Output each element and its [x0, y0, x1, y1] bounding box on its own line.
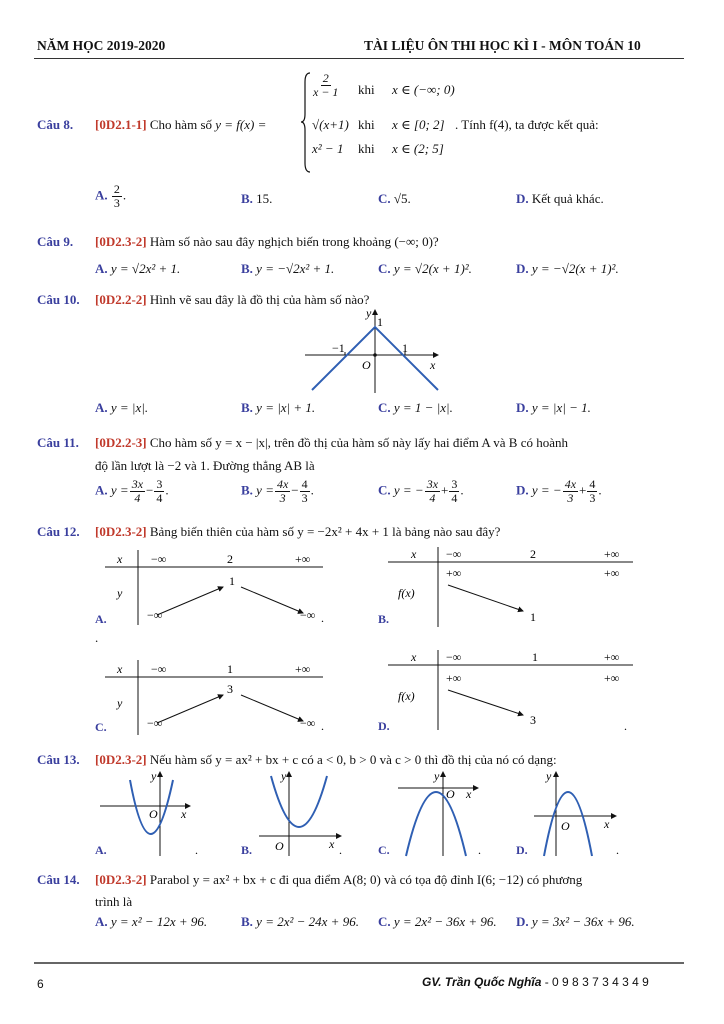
svg-text:−∞: −∞	[300, 716, 316, 730]
svg-text:f(x): f(x)	[398, 689, 415, 703]
svg-text:x: x	[430, 358, 436, 372]
svg-text:B.: B.	[378, 612, 390, 626]
svg-text:y: y	[117, 696, 123, 710]
q8-option-a[interactable]: A. $\frac{2}{3}$ .	[95, 182, 127, 210]
svg-text:−∞: −∞	[446, 650, 462, 664]
svg-text:2: 2	[530, 547, 536, 561]
svg-text:+∞: +∞	[604, 671, 620, 685]
q10-stem: [0D2.2-2] Hình vẽ sau đây là đồ thị của hàm số nào?	[95, 292, 370, 307]
q9-option-a[interactable]: A. y = √2x² + 1.	[95, 261, 181, 276]
q11-option-b[interactable]: B. y = $\frac{4x}{3}$ − $\frac{4}{3}$ .	[241, 477, 314, 505]
svg-text:.: .	[339, 843, 342, 857]
q9-stem: [0D2.3-2] Hàm số nào sau đây nghịch biến trong khoảng (−∞; 0)?	[95, 234, 439, 249]
svg-text:y: y	[546, 769, 552, 783]
q12-stem: [0D2.3-2] Bảng biến thiên của hàm số y = −2x² + 4x + 1 là bảng nào sau đây?	[95, 524, 501, 539]
q8-case2-expr: √(x+1)	[312, 117, 349, 132]
q9-option-b[interactable]: B. y = −√2x² + 1.	[241, 261, 335, 276]
q8-case3-expr: x² − 1	[312, 141, 344, 156]
svg-text:O: O	[149, 807, 158, 821]
svg-text:.: .	[195, 843, 198, 857]
q10-option-c[interactable]: C. y = 1 − |x|.	[378, 400, 453, 415]
svg-text:1: 1	[227, 662, 233, 676]
q11-stem-2: độ lần lượt là −2 và 1. Đường thẳng AB là	[95, 458, 315, 473]
q8-option-b[interactable]: B. 15.	[241, 191, 273, 206]
svg-text:.: .	[321, 719, 324, 733]
svg-text:3: 3	[227, 682, 233, 696]
svg-text:y: y	[434, 769, 440, 783]
q11-option-a[interactable]: A. y = $\frac{3x}{4}$ − $\frac{3}{4}$ .	[95, 477, 169, 505]
q8-text: Cho hàm số	[149, 117, 213, 132]
svg-text:y: y	[366, 306, 372, 320]
header-right: TÀI LIỆU ÔN THI HỌC KÌ I - MÔN TOÁN 10	[364, 38, 641, 53]
page-number: 6	[37, 977, 44, 991]
q8-brace	[300, 70, 312, 175]
q11-stem: [0D2.2-3] Cho hàm số y = x − |x|, trên đồ thị của hàm số này lấy hai điểm A và B có hoành	[95, 435, 568, 450]
q13-stem: [0D2.3-2] Nếu hàm số y = ax² + bx + c có a < 0, b > 0 và c > 0 thì đồ thị của nó có dạng:	[95, 752, 557, 767]
svg-text:1: 1	[377, 315, 383, 329]
header-left: NĂM HỌC 2019-2020	[37, 38, 166, 53]
svg-text:.: .	[478, 843, 481, 857]
q10-graph	[300, 305, 450, 395]
svg-text:x: x	[411, 547, 417, 561]
svg-text:O: O	[561, 819, 570, 833]
svg-text:x: x	[117, 662, 123, 676]
svg-text:A.: A.	[95, 612, 107, 626]
svg-text:−∞: −∞	[300, 608, 316, 622]
svg-text:−∞: −∞	[147, 608, 163, 622]
svg-text:1: 1	[532, 650, 538, 664]
svg-text:O: O	[275, 839, 284, 853]
svg-text:2: 2	[227, 552, 233, 566]
svg-text:D.: D.	[378, 719, 390, 733]
svg-text:+∞: +∞	[604, 547, 620, 561]
q13-graph-b[interactable]	[241, 768, 356, 858]
svg-text:+∞: +∞	[295, 552, 311, 566]
svg-text:y: y	[117, 586, 123, 600]
svg-text:1: 1	[402, 341, 408, 355]
svg-text:1: 1	[530, 610, 536, 624]
q11-option-d[interactable]: D. y = − $\frac{4x}{3}$ + $\frac{4}{3}$ .	[516, 477, 602, 505]
q8-number: Câu 8.	[37, 117, 74, 132]
footer-author: GV. Trần Quốc Nghĩa - 0 9 8 3 7 3 4 3 4 9	[422, 975, 649, 989]
svg-text:x: x	[117, 552, 123, 566]
svg-text:+∞: +∞	[604, 650, 620, 664]
q13-graph-a[interactable]	[95, 768, 205, 858]
q11-option-c[interactable]: C. y = − $\frac{3x}{4}$ + $\frac{3}{4}$ .	[378, 477, 464, 505]
q8-case3-cond: khi	[358, 141, 375, 156]
svg-text:−∞: −∞	[151, 552, 167, 566]
svg-text:f(x): f(x)	[398, 586, 415, 600]
q8-stem	[95, 117, 266, 133]
svg-text:.: .	[321, 611, 324, 625]
svg-text:O: O	[446, 787, 455, 801]
svg-text:+∞: +∞	[295, 662, 311, 676]
q10-option-d[interactable]: D. y = |x| − 1.	[516, 400, 591, 415]
q8-tail: . Tính f(4), ta được kết quả:	[455, 117, 599, 132]
svg-text:x: x	[411, 650, 417, 664]
svg-text:1: 1	[229, 574, 235, 588]
svg-text:B.: B.	[241, 843, 253, 857]
q12-table-b[interactable]	[378, 545, 633, 630]
q9-option-c[interactable]: C. y = √2(x + 1)².	[378, 261, 472, 276]
svg-text:−∞: −∞	[151, 662, 167, 676]
q12-table-a[interactable]	[95, 545, 330, 630]
svg-text:x: x	[329, 837, 335, 851]
q13-number: Câu 13.	[37, 752, 80, 767]
q13-graph-c[interactable]	[378, 768, 493, 858]
svg-text:.: .	[624, 719, 627, 733]
q8-fx: y = f(x) =	[215, 117, 267, 132]
svg-text:+∞: +∞	[446, 566, 462, 580]
svg-text:x: x	[466, 787, 472, 801]
svg-text:C.: C.	[378, 843, 390, 857]
q14-number: Câu 14.	[37, 872, 80, 887]
q8-case2-dom: x ∈ [0; 2]	[392, 117, 445, 132]
q8-option-d[interactable]: D. Kết quả khác.	[516, 191, 604, 206]
q8-case1-dom: x ∈ (−∞; 0)	[392, 82, 455, 97]
q14-option-c[interactable]: C. y = 2x² − 36x + 96.	[378, 914, 497, 929]
q10-option-a[interactable]: A. y = |x|.	[95, 400, 149, 415]
q8-code: [0D2.1-1]	[95, 117, 147, 132]
svg-text:C.: C.	[95, 720, 107, 734]
svg-text:D.: D.	[516, 843, 528, 857]
svg-text:+∞: +∞	[446, 671, 462, 685]
svg-text:−∞: −∞	[446, 547, 462, 561]
svg-text:3: 3	[530, 713, 536, 727]
q14-option-b[interactable]: B. y = 2x² − 24x + 96.	[241, 914, 359, 929]
q14-stem-2: trình là	[95, 894, 133, 909]
q13-graph-d[interactable]	[516, 768, 631, 858]
header-rule	[34, 58, 684, 59]
q8-case1: $\frac{2}{x - 1}$	[313, 71, 339, 99]
q8-option-c[interactable]: C. √5.	[378, 191, 411, 206]
q12-table-d[interactable]	[378, 648, 633, 733]
q10-option-b[interactable]: B. y = |x| + 1.	[241, 400, 316, 415]
q10-number: Câu 10.	[37, 292, 80, 307]
svg-text:y: y	[151, 769, 157, 783]
svg-text:x: x	[604, 817, 610, 831]
svg-text:A.: A.	[95, 843, 107, 857]
svg-text:+∞: +∞	[604, 566, 620, 580]
svg-text:O: O	[362, 358, 371, 372]
q14-option-a[interactable]: A. y = x² − 12x + 96.	[95, 914, 208, 929]
q8-case2-cond: khi	[358, 117, 375, 132]
q14-option-d[interactable]: D. y = 3x² − 36x + 96.	[516, 914, 635, 929]
svg-text:−1: −1	[332, 341, 345, 355]
q12-dot: .	[95, 630, 99, 645]
q9-option-d[interactable]: D. y = −√2(x + 1)².	[516, 261, 619, 276]
q8-case1-cond: khi	[358, 82, 375, 97]
footer-rule	[34, 962, 684, 964]
q8-case3-dom: x ∈ (2; 5]	[392, 141, 444, 156]
svg-text:y: y	[281, 769, 287, 783]
q9-number: Câu 9.	[37, 234, 74, 249]
q11-number: Câu 11.	[37, 435, 79, 450]
svg-text:−∞: −∞	[147, 716, 163, 730]
q12-table-c[interactable]	[95, 655, 330, 740]
svg-text:.: .	[616, 843, 619, 857]
svg-text:x: x	[181, 807, 187, 821]
q14-stem: [0D2.3-2] Parabol y = ax² + bx + c đi qua điểm A(8; 0) và có tọa độ đỉnh I(6; −12) có phương	[95, 872, 583, 887]
q12-number: Câu 12.	[37, 524, 80, 539]
